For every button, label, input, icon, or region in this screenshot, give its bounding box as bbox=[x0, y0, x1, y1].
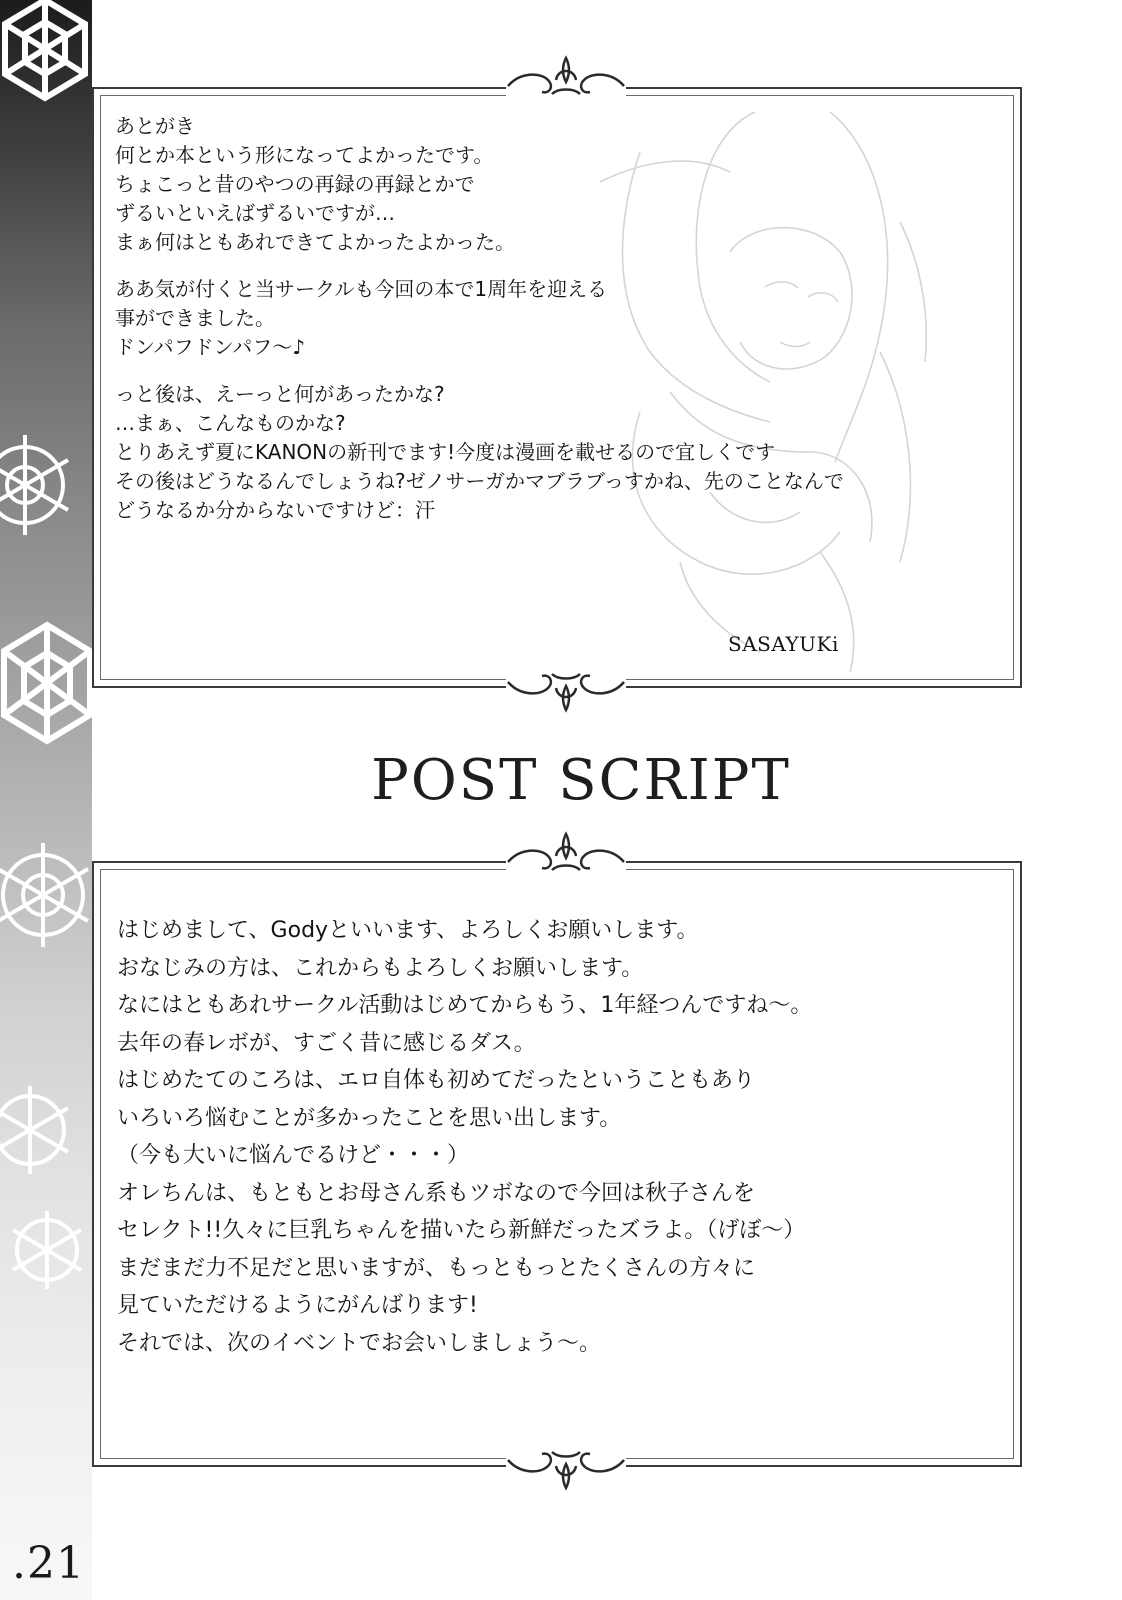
text-line: 見ていただけるようにがんばります! bbox=[117, 1293, 478, 1318]
paragraph-gap bbox=[115, 362, 844, 380]
author-signature: SASAYUKi bbox=[728, 632, 839, 656]
text-line: オレちんは、もともとお母さん系もツボなので今回は秋子さんを bbox=[117, 1180, 756, 1206]
text-line: （今も大いに悩んでるけど・・・） bbox=[117, 1143, 470, 1168]
scroll-ornament-icon bbox=[496, 1440, 636, 1496]
text-line: ずるいといえばずるいですが… bbox=[115, 201, 395, 225]
paragraph-gap bbox=[115, 257, 844, 275]
scroll-ornament-icon bbox=[496, 50, 636, 106]
snowflake-icon bbox=[0, 1080, 80, 1180]
text-line: っと後は、えーっと何があったかな? bbox=[115, 382, 445, 406]
text-line: 去年の春レボが、すごく昔に感じるダス。 bbox=[117, 1030, 536, 1056]
afterword-text-top bbox=[115, 112, 844, 525]
text-line: セレクト!!久々に巨乳ちゃんを描いたら新鮮だったズラよ。（げぼ～） bbox=[117, 1218, 806, 1243]
page-number: .21 bbox=[12, 1538, 85, 1589]
text-line: とりあえず夏にKANONの新刊でます!今度は漫画を載せるので宜しくです bbox=[115, 440, 776, 464]
text-line: なにはともあれサークル活動はじめてからもう、1年経つんですね～。 bbox=[117, 993, 813, 1018]
text-line: 何とか本という形になってよかったです。 bbox=[115, 143, 494, 167]
text-line: いろいろ悩むことが多かったことを思い出します。 bbox=[117, 1105, 622, 1131]
text-line: ドンパフドンパフ～♪ bbox=[115, 335, 305, 359]
text-line: まだまだ力不足だと思いますが、もっともっとたくさんの方々に bbox=[117, 1255, 756, 1281]
scroll-ornament-icon bbox=[496, 662, 636, 718]
snowflake-icon bbox=[0, 0, 92, 112]
text-line: その後はどうなるんでしょうね?ゼノサーガかマブラブっすかね、先のことなんで bbox=[115, 469, 844, 493]
snowflake-icon bbox=[2, 1205, 92, 1295]
snowflake-icon bbox=[0, 835, 92, 955]
afterword-text-bottom bbox=[117, 912, 812, 1362]
scroll-ornament-icon bbox=[496, 826, 636, 882]
snowflake-icon bbox=[0, 430, 80, 540]
text-line: どうなるか分からないですけど：汗 bbox=[115, 498, 435, 522]
text-line: 事ができました。 bbox=[115, 306, 275, 330]
text-line: まぁ何はともあれできてよかったよかった。 bbox=[115, 230, 515, 254]
text-line: はじめまして、Godyといいます、よろしくお願いします。 bbox=[117, 918, 699, 943]
text-line: ああ気が付くと当サークルも今回の本で1周年を迎える bbox=[115, 277, 608, 301]
page-title: POST SCRIPT bbox=[371, 748, 791, 813]
text-line: あとがき bbox=[115, 114, 195, 138]
text-line: ちょこっと昔のやつの再録の再録とかで bbox=[115, 172, 475, 196]
text-line: おなじみの方は、これからもよろしくお願いします。 bbox=[117, 955, 644, 981]
text-line: はじめたてのころは、エロ自体も初めてだったということもあり bbox=[117, 1068, 756, 1093]
text-line: …まぁ、こんなものかな? bbox=[115, 411, 346, 435]
text-line: それでは、次のイベントでお会いしましょう～。 bbox=[117, 1330, 602, 1356]
snowflake-icon bbox=[0, 615, 92, 755]
